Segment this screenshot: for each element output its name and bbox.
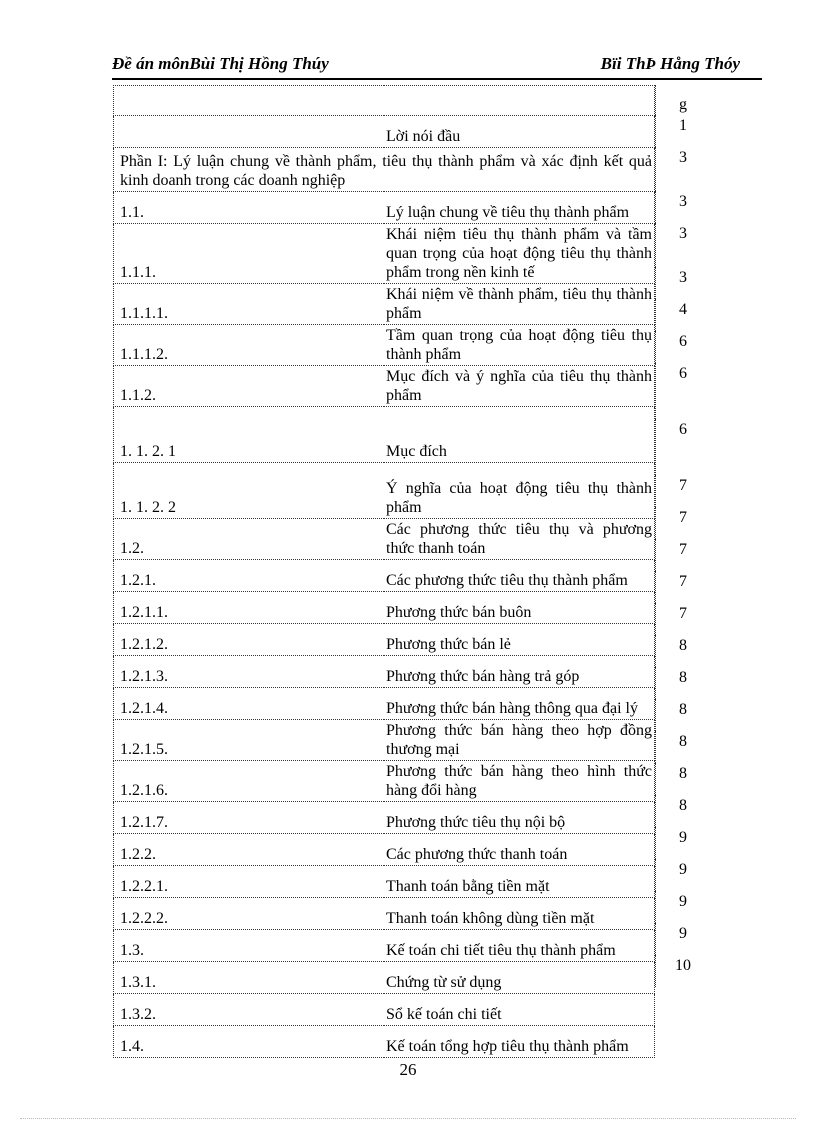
- toc-row: [114, 962, 655, 994]
- toc-row: [114, 284, 655, 325]
- toc-row: [114, 463, 655, 519]
- toc-entry-page: 6: [656, 419, 711, 475]
- toc-entry-number: 1.2.1.4.: [114, 688, 385, 720]
- toc-entry-page: 8: [656, 731, 711, 763]
- toc-entry-page: 9: [656, 859, 711, 891]
- toc-entry-title: Khái niệm về thành phẩm, tiêu thụ thành phẩm: [384, 284, 655, 325]
- toc-entry-page: 9: [656, 923, 711, 955]
- toc-entry-title: Kế toán tổng hợp tiêu thụ thành phẩm: [384, 1026, 655, 1058]
- toc-entry-page: 3: [656, 147, 711, 191]
- toc-entry-title: Các phương thức thanh toán: [384, 834, 655, 866]
- toc-header-row: [114, 86, 655, 116]
- toc-row: [114, 802, 655, 834]
- toc-entry-page: 4: [656, 299, 711, 331]
- toc-entry-title: Khái niệm tiêu thụ thành phẩm và tầm quan trọng của hoạt động tiêu thụ thành phẩm trong nền kinh tế: [384, 224, 655, 284]
- table-of-contents: [113, 85, 655, 1058]
- toc-entry-page: 1: [656, 115, 711, 147]
- toc-entry-page: 6: [656, 363, 711, 419]
- toc-entry-number: 1.2.: [114, 519, 385, 560]
- toc-entry-title: Thanh toán bằng tiền mặt: [384, 866, 655, 898]
- toc-entry-number: 1. 1. 2. 1: [114, 407, 385, 463]
- toc-entry-page: 7: [656, 507, 711, 539]
- toc-entry-title: Các phương thức tiêu thụ và phương thức thanh toán: [384, 519, 655, 560]
- header-left-text: Đề án mônBùi Thị Hồng Thúy: [112, 54, 329, 73]
- toc-entry-number: 1.2.2.1.: [114, 866, 385, 898]
- toc-entry-title: Sổ kế toán chi tiết: [384, 994, 655, 1026]
- toc-row: [114, 560, 655, 592]
- toc-entry-page: 7: [656, 475, 711, 507]
- toc-entry-title: Kế toán chi tiết tiêu thụ thành phẩm: [384, 930, 655, 962]
- toc-entry-page: 6: [656, 331, 711, 363]
- toc-entry-number: [114, 116, 385, 148]
- toc-entry-title: Phương thức bán hàng thông qua đại lý: [384, 688, 655, 720]
- toc-entry-number: 1.2.1.5.: [114, 720, 385, 761]
- toc-entry-number: 1.2.1.6.: [114, 761, 385, 802]
- toc-entry-title: Phương thức bán hàng theo hợp đồng thương mại: [384, 720, 655, 761]
- toc-entry-title: Mục đích và ý nghĩa của tiêu thụ thành phẩm: [384, 366, 655, 407]
- toc-entry-title: Phương thức bán buôn: [384, 592, 655, 624]
- toc-entry-number: 1.3.2.: [114, 994, 385, 1026]
- toc-entry-number: 1.2.2.: [114, 834, 385, 866]
- toc-entry-number: 1.3.: [114, 930, 385, 962]
- toc-entry-number: 1.1.1.1.: [114, 284, 385, 325]
- toc-entry-title: Thanh toán không dùng tiền mặt: [384, 898, 655, 930]
- toc-entry-page: 8: [656, 667, 711, 699]
- toc-entry-number: 1.3.1.: [114, 962, 385, 994]
- toc-entry-title: Các phương thức tiêu thụ thành phẩm: [384, 560, 655, 592]
- toc-entry-title: Phần I: Lý luận chung về thành phẩm, tiêu thụ thành phẩm và xác định kết quả kinh doanh trong các doanh nghiệp: [114, 148, 655, 192]
- toc-entry-number: 1.1.2.: [114, 366, 385, 407]
- toc-entry-page: 8: [656, 763, 711, 795]
- toc-row: [114, 148, 655, 192]
- toc-row: [114, 761, 655, 802]
- toc-row: [114, 930, 655, 962]
- toc-entry-title: Lời nói đầu: [384, 116, 655, 148]
- page-numbers-column: [655, 85, 710, 987]
- toc-entry-number: 1.1.1.2.: [114, 325, 385, 366]
- bottom-divider: [20, 1118, 796, 1119]
- toc-entry-title: Tầm quan trọng của hoạt động tiêu thụ thành phẩm: [384, 325, 655, 366]
- toc-entry-title: Lý luận chung về tiêu thụ thành phẩm: [384, 192, 655, 224]
- toc-entry-title: Chứng từ sử dụng: [384, 962, 655, 994]
- toc-entry-page: 3: [656, 191, 711, 223]
- toc-row: [114, 407, 655, 463]
- toc-entry-page: 10: [656, 955, 711, 987]
- toc-entry-number: 1.2.2.2.: [114, 898, 385, 930]
- toc-row: [114, 834, 655, 866]
- toc-entry-number: 1.1.: [114, 192, 385, 224]
- toc-row: [114, 366, 655, 407]
- toc-entry-page: 9: [656, 891, 711, 923]
- toc-row: [114, 592, 655, 624]
- toc-entry-number: 1. 1. 2. 2: [114, 463, 385, 519]
- toc-entry-page: 3: [656, 267, 711, 299]
- toc-row: [114, 224, 655, 284]
- toc-entry-number: 1.2.1.2.: [114, 624, 385, 656]
- toc-entry-number: 1.2.1.: [114, 560, 385, 592]
- toc-entry-title: Mục đích: [384, 407, 655, 463]
- toc-entry-number: 1.2.1.1.: [114, 592, 385, 624]
- toc-row: [114, 624, 655, 656]
- toc-row: [114, 898, 655, 930]
- toc-entry-page: 7: [656, 603, 711, 635]
- toc-entry-page: 7: [656, 539, 711, 571]
- toc-row: [114, 688, 655, 720]
- toc-entry-number: 1.1.1.: [114, 224, 385, 284]
- toc-row: [114, 720, 655, 761]
- toc-entry-page: 7: [656, 571, 711, 603]
- toc-row: [114, 656, 655, 688]
- toc-entry-title: Ý nghĩa của hoạt động tiêu thụ thành phẩm: [384, 463, 655, 519]
- toc-entry-number: 1.4.: [114, 1026, 385, 1058]
- page-number: 26: [399, 1060, 417, 1079]
- toc-entry-page: 8: [656, 795, 711, 827]
- toc-entry-title: Phương thức bán lẻ: [384, 624, 655, 656]
- toc-row: [114, 192, 655, 224]
- toc-row: [114, 519, 655, 560]
- toc-row: [114, 866, 655, 898]
- toc-entry-title: Phương thức bán hàng theo hình thức hàng đổi hàng: [384, 761, 655, 802]
- toc-entry-title: Phương thức tiêu thụ nội bộ: [384, 802, 655, 834]
- toc-entry-page: 3: [656, 223, 711, 267]
- toc-entry-page: 9: [656, 827, 711, 859]
- toc-page-heading: g: [656, 85, 711, 115]
- toc-row: [114, 116, 655, 148]
- header-right-text: Bïi ThÞ Hång Thóy: [600, 54, 740, 73]
- toc-entry-number: 1.2.1.3.: [114, 656, 385, 688]
- page-header: [112, 50, 762, 80]
- toc-row: [114, 994, 655, 1026]
- toc-entry-title: Phương thức bán hàng trả góp: [384, 656, 655, 688]
- toc-entry-page: 8: [656, 699, 711, 731]
- toc-entry-number: 1.2.1.7.: [114, 802, 385, 834]
- toc-row: [114, 1026, 655, 1058]
- toc-entry-page: 8: [656, 635, 711, 667]
- toc-row: [114, 325, 655, 366]
